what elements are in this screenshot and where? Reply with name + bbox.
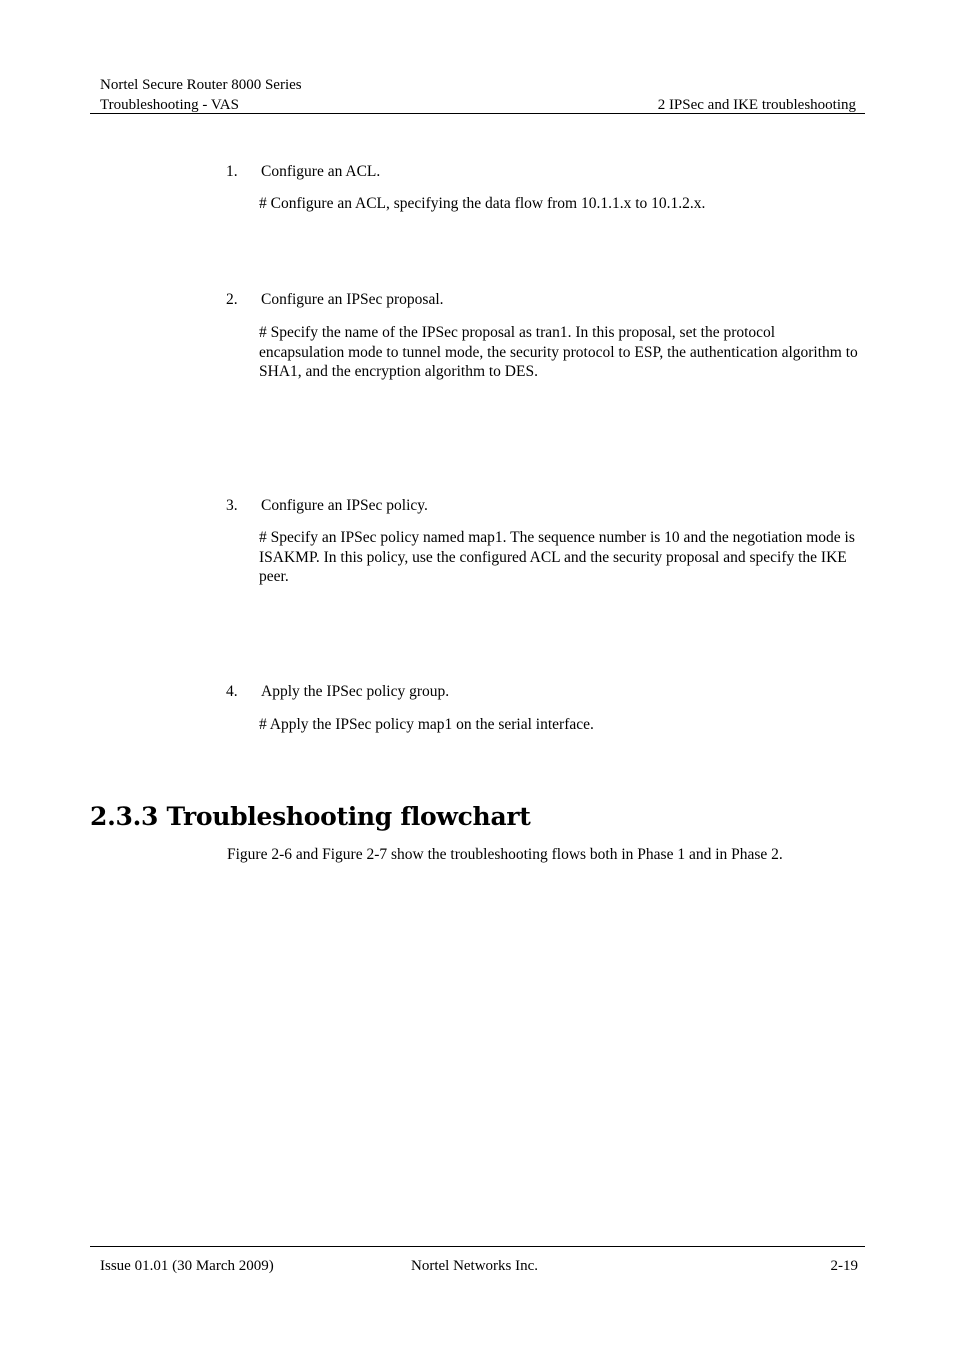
section-heading: 2.3.3 Troubleshooting flowchart [90, 802, 531, 831]
step-4-description: # Apply the IPSec policy map1 on the serial interface. [259, 716, 594, 733]
step-3-description: # Specify an IPSec policy named map1. The sequence number is 10 and the negotiation mode is ISAKMP. In this policy, use the configured ACL and the security proposal and specify the IKE peer. [259, 529, 855, 585]
step-3-title: Configure an IPSec policy. [261, 497, 428, 514]
footer-divider [90, 1246, 865, 1247]
step-3-number: 3. [226, 497, 238, 514]
header-divider [90, 113, 865, 114]
step-4-number: 4. [226, 683, 238, 700]
footer-issue: Issue 01.01 (30 March 2009) [100, 1258, 274, 1274]
step-4-title: Apply the IPSec policy group. [261, 683, 450, 700]
step-1-description: # Configure an ACL, specifying the data flow from 10.1.1.x to 10.1.2.x. [259, 195, 706, 212]
section-body: Figure 2-6 and Figure 2-7 show the troubleshooting flows both in Phase 1 and in Phase 2. [227, 846, 783, 863]
header-document: Troubleshooting - VAS [100, 97, 239, 113]
header-product: Nortel Secure Router 8000 Series [100, 77, 302, 93]
step-2-number: 2. [226, 291, 238, 308]
footer-company: Nortel Networks Inc. [411, 1258, 539, 1274]
step-1-title: Configure an ACL. [261, 163, 381, 180]
step-2-title: Configure an IPSec proposal. [261, 291, 444, 308]
header-chapter: 2 IPSec and IKE troubleshooting [657, 97, 856, 113]
step-1-number: 1. [226, 163, 238, 180]
step-2-description: # Specify the name of the IPSec proposal as tran1. In this proposal, set the protocol encapsulation mode to tunnel mode, the security protocol to ESP, the authentication algorithm to SHA1, and the encryption algorithm to DES. [259, 324, 858, 380]
footer-page-number: 2-19 [830, 1258, 858, 1274]
